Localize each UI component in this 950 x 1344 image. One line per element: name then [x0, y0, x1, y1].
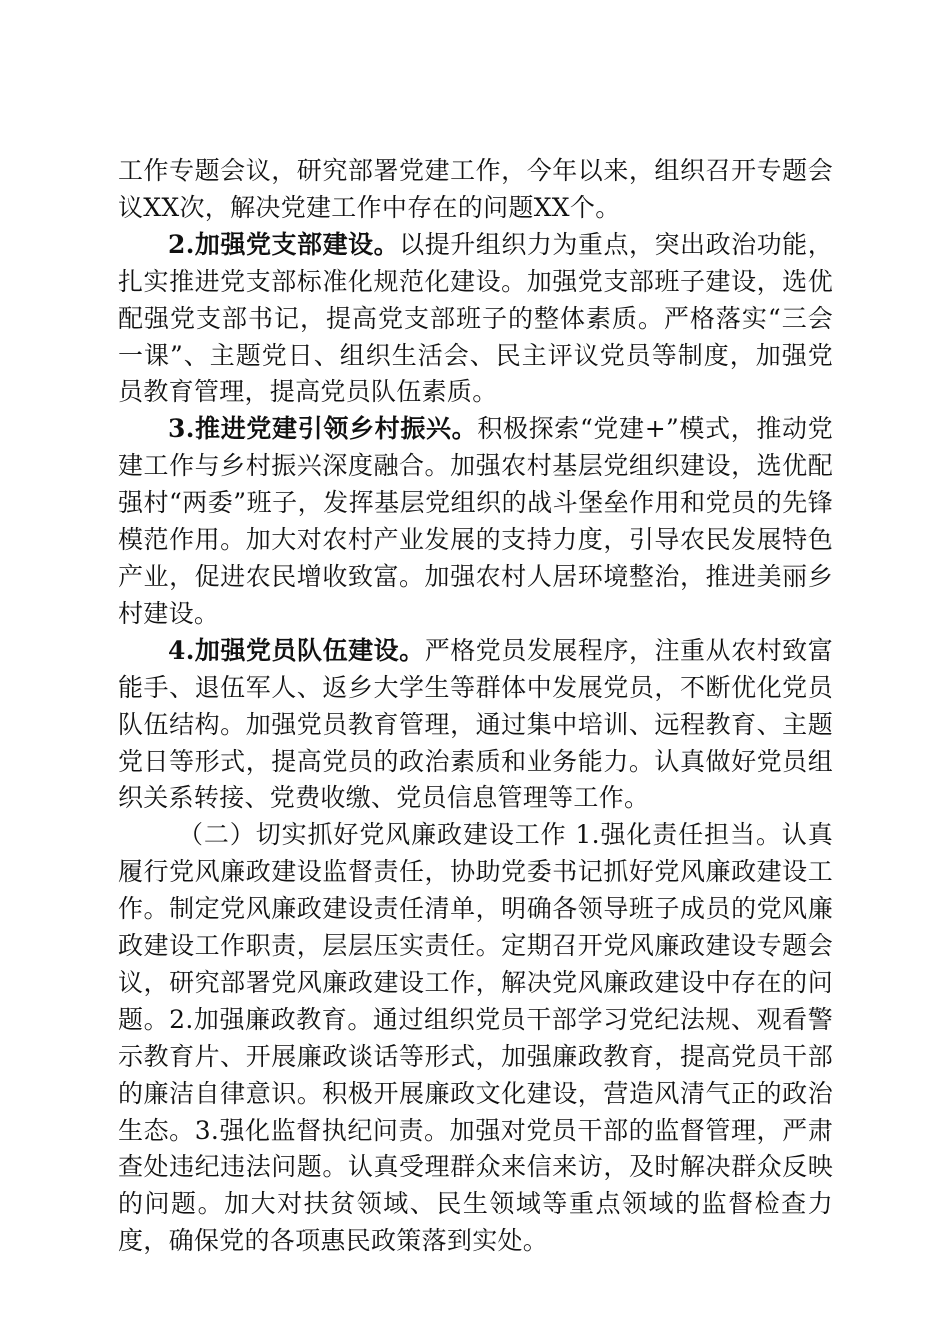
document-body: [118, 153, 833, 1260]
paragraph-text: 以提升组织力为重点，突出政治功能，扎实推进党支部标准化规范化建设。加强党支部班子建设，选优配强党支部书记，提高党支部班子的整体素质。严格落实“三会一课”、主题党日、组织生活会、民主评议党员等制度，加强党员教育管理，提高党员队伍素质。: [118, 229, 833, 407]
paragraph-continued: [118, 153, 833, 227]
paragraph-member-team: [118, 633, 833, 818]
paragraph-text: （二）切实抓好党风廉政建设工作 1.强化责任担当。认真履行党风廉政建设监督责任，协助党委书记抓好党风廉政建设工作。制定党风廉政建设责任清单，明确各领导班子成员的党风廉政建设工作职责，层层压实责任。定期召开党风廉政建设专题会议，研究部署党风廉政建设工作，解决党风廉政建设中存在的问题。2.加强廉政教育。通过组织党员干部学习党纪法规、观看警示教育片、开展廉政谈话等形式，加强廉政教育，提高党员干部的廉洁自律意识。积极开展廉政文化建设，营造风清气正的政治生态。3.强化监督执纪问责。加强对党员干部的监督管理，严肃查处违纪违法问题。认真受理群众来信来访，及时解决群众反映的问题。加大对扶贫领域、民生领域等重点领域的监督检查力度，确保党的各项惠民政策落到实处。: [118, 820, 833, 1256]
paragraph-text: 严格党员发展程序，注重从农村致富能手、退伍军人、返乡大学生等群体中发展党员，不断优化党员队伍结构。加强党员教育管理，通过集中培训、远程教育、主题党日等形式，提高党员的政治素质和业务能力。认真做好党员组织关系转接、党费收缴、党员信息管理等工作。: [118, 635, 833, 813]
paragraph-text: 积极探索“党建+”模式，推动党建工作与乡村振兴深度融合。加强农村基层党组织建设，选优配强村“两委”班子，发挥基层党组织的战斗堡垒作用和党员的先锋模范作用。加大对农村产业发展的支持力度，引导农民发展特色产业，促进农民增收致富。加强农村人居环境整治，推进美丽乡村建设。: [118, 414, 833, 628]
paragraph-text: 工作专题会议，研究部署党建工作，今年以来，组织召开专题会议XX次，解决党建工作中存在的问题XX个。: [118, 156, 833, 222]
paragraph-heading: 4.加强党员队伍建设。: [168, 635, 425, 665]
paragraph-heading: 2.加强党支部建设。: [168, 229, 400, 259]
paragraph-party-branch: [118, 227, 833, 412]
paragraph-integrity-section: [118, 817, 833, 1260]
paragraph-heading: 3.推进党建引领乡村振兴。: [168, 414, 478, 444]
paragraph-rural-revitalization: [118, 411, 833, 632]
